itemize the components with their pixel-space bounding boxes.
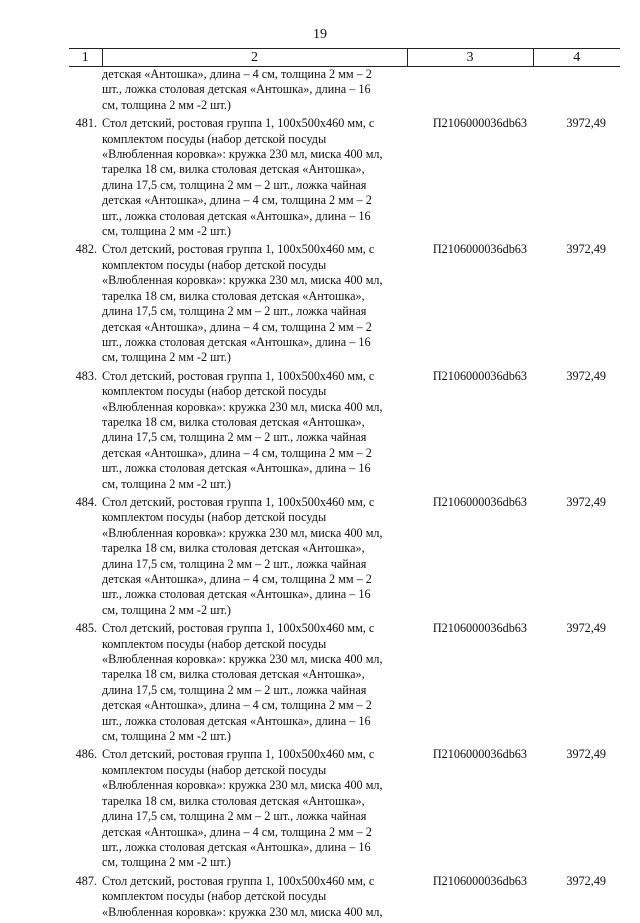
item-price: 3972,49 <box>566 873 606 888</box>
item-price: 3972,49 <box>566 621 606 636</box>
description-line: длина 17,5 см, толщина 2 мм – 2 шт., ложка чайная <box>102 809 367 824</box>
table-row <box>69 495 620 621</box>
column-header-1: 1 <box>69 49 102 67</box>
description-line: комплектом посуды (набор детской посуды <box>102 131 327 146</box>
column-header-4: 4 <box>533 49 620 67</box>
table-row <box>69 369 620 495</box>
continuation-line: детская «Антошка», длина – 4 см, толщина 2 мм – 2 <box>102 67 372 81</box>
description-line: см, толщина 2 мм -2 шт.) <box>102 729 231 744</box>
description-line: детская «Антошка», длина – 4 см, толщина 2 мм – 2 <box>102 572 372 586</box>
item-price: 3972,49 <box>566 242 606 257</box>
description-line: детская «Антошка», длина – 4 см, толщина 2 мм – 2 <box>102 193 372 208</box>
description-line: шт., ложка столовая детская «Антошка», длина – 16 <box>102 461 371 476</box>
description-line: «Влюбленная коровка»: кружка 230 мл, миска 400 мл, <box>102 525 383 540</box>
description-line: длина 17,5 см, толщина 2 мм – 2 шт., ложка чайная <box>102 304 367 319</box>
description-line: «Влюбленная коровка»: кружка 230 мл, миска 400 мл, <box>102 904 383 919</box>
continuation-line: шт., ложка столовая детская «Антошка», длина – 16 <box>102 82 371 97</box>
description-line: «Влюбленная коровка»: кружка 230 мл, миска 400 мл, <box>102 399 383 414</box>
description-line: Стол детский, ростовая группа 1, 100х500х460 мм, с <box>102 368 375 383</box>
description-line: длина 17,5 см, толщина 2 мм – 2 шт., ложка чайная <box>102 556 367 571</box>
description-line: тарелка 18 см, вилка столовая детская «Антошка», <box>102 162 365 177</box>
item-number: 483. <box>75 368 97 383</box>
item-code: П2106000036db63 <box>432 368 527 383</box>
item-code: П2106000036db63 <box>432 242 527 257</box>
item-code: П2106000036db63 <box>432 116 527 131</box>
item-price: 3972,49 <box>566 494 606 509</box>
item-number: 482. <box>75 242 97 257</box>
item-number: 484. <box>75 494 97 509</box>
description-line: детская «Антошка», длина – 4 см, толщина 2 мм – 2 <box>102 319 372 334</box>
table-row <box>69 874 620 923</box>
description-line: тарелка 18 см, вилка столовая детская «Антошка», <box>102 541 365 556</box>
description-line: комплектом посуды (набор детской посуды <box>102 510 327 525</box>
description-line: Стол детский, ростовая группа 1, 100х500х460 мм, с <box>102 747 375 762</box>
item-code: П2106000036db63 <box>432 621 527 636</box>
description-line: «Влюбленная коровка»: кружка 230 мл, миска 400 мл, <box>102 652 383 667</box>
item-description <box>102 874 407 923</box>
item-code: П2106000036db63 <box>432 747 527 762</box>
item-price: 3972,49 <box>566 116 606 131</box>
description-line: тарелка 18 см, вилка столовая детская «Антошка», <box>102 667 365 682</box>
description-line: см, толщина 2 мм -2 шт.) <box>102 350 231 365</box>
item-description <box>102 242 407 368</box>
description-line: «Влюбленная коровка»: кружка 230 мл, миска 400 мл, <box>102 273 383 288</box>
description-line: детская «Антошка», длина – 4 см, толщина 2 мм – 2 <box>102 824 372 839</box>
description-line: комплектом посуды (набор детской посуды <box>102 257 327 272</box>
description-line: «Влюбленная коровка»: кружка 230 мл, миска 400 мл, <box>102 147 383 162</box>
page-number: 19 <box>313 27 327 42</box>
description-line: комплектом посуды (набор детской посуды <box>102 762 327 777</box>
description-line: комплектом посуды (набор детской посуды <box>102 636 327 651</box>
item-code: П2106000036db63 <box>432 494 527 509</box>
description-line: Стол детский, ростовая группа 1, 100х500х460 мм, с <box>102 494 375 509</box>
item-description <box>102 369 407 495</box>
description-line: см, толщина 2 мм -2 шт.) <box>102 855 231 870</box>
table-body <box>69 67 620 923</box>
description-line: шт., ложка столовая детская «Антошка», длина – 16 <box>102 839 371 854</box>
item-description <box>102 495 407 621</box>
continuation-text <box>102 67 407 117</box>
description-line: см, толщина 2 мм -2 шт.) <box>102 476 231 491</box>
description-line: длина 17,5 см, толщина 2 мм – 2 шт., ложка чайная <box>102 682 367 697</box>
column-header-3: 3 <box>407 49 533 67</box>
item-description <box>102 747 407 873</box>
continuation-row <box>69 67 620 117</box>
table-header <box>69 49 620 67</box>
table-row <box>69 116 620 242</box>
column-header-2: 2 <box>102 49 407 67</box>
description-line: шт., ложка столовая детская «Антошка», длина – 16 <box>102 713 371 728</box>
description-line: длина 17,5 см, толщина 2 мм – 2 шт., ложка чайная <box>102 430 367 445</box>
description-line: комплектом посуды (набор детской посуды <box>102 384 327 399</box>
item-number: 485. <box>75 621 97 636</box>
item-price: 3972,49 <box>566 368 606 383</box>
description-line: шт., ложка столовая детская «Антошка», длина – 16 <box>102 208 371 223</box>
description-line: тарелка 18 см, вилка столовая детская «Антошка», <box>102 414 365 429</box>
continuation-line: см, толщина 2 мм -2 шт.) <box>102 97 231 112</box>
table-row <box>69 747 620 873</box>
description-line: см, толщина 2 мм -2 шт.) <box>102 602 231 617</box>
description-line: тарелка 18 см, вилка столовая детская «Антошка», <box>102 288 365 303</box>
item-description <box>102 116 407 242</box>
description-line: детская «Антошка», длина – 4 см, толщина 2 мм – 2 <box>102 698 372 713</box>
table-row <box>69 242 620 368</box>
item-price: 3972,49 <box>566 747 606 762</box>
item-number: 481. <box>75 116 97 131</box>
description-line: шт., ложка столовая детская «Антошка», длина – 16 <box>102 587 371 602</box>
description-line: Стол детский, ростовая группа 1, 100х500х460 мм, с <box>102 621 375 636</box>
description-line: шт., ложка столовая детская «Антошка», длина – 16 <box>102 334 371 349</box>
item-description <box>102 621 407 747</box>
table-row <box>69 621 620 747</box>
description-line: длина 17,5 см, толщина 2 мм – 2 шт., ложка чайная <box>102 177 367 192</box>
description-line: комплектом посуды (набор детской посуды <box>102 889 327 904</box>
items-table <box>69 48 620 923</box>
item-code: П2106000036db63 <box>432 873 527 888</box>
description-line: Стол детский, ростовая группа 1, 100х500х460 мм, с <box>102 873 375 888</box>
description-line: детская «Антошка», длина – 4 см, толщина 2 мм – 2 <box>102 445 372 460</box>
description-line: см, толщина 2 мм -2 шт.) <box>102 224 231 239</box>
item-number: 487. <box>75 873 97 888</box>
item-number: 486. <box>75 747 97 762</box>
description-line: тарелка 18 см, вилка столовая детская «Антошка», <box>102 793 365 808</box>
description-line: Стол детский, ростовая группа 1, 100х500х460 мм, с <box>102 116 375 131</box>
description-line: Стол детский, ростовая группа 1, 100х500х460 мм, с <box>102 242 375 257</box>
description-line: «Влюбленная коровка»: кружка 230 мл, миска 400 мл, <box>102 778 383 793</box>
